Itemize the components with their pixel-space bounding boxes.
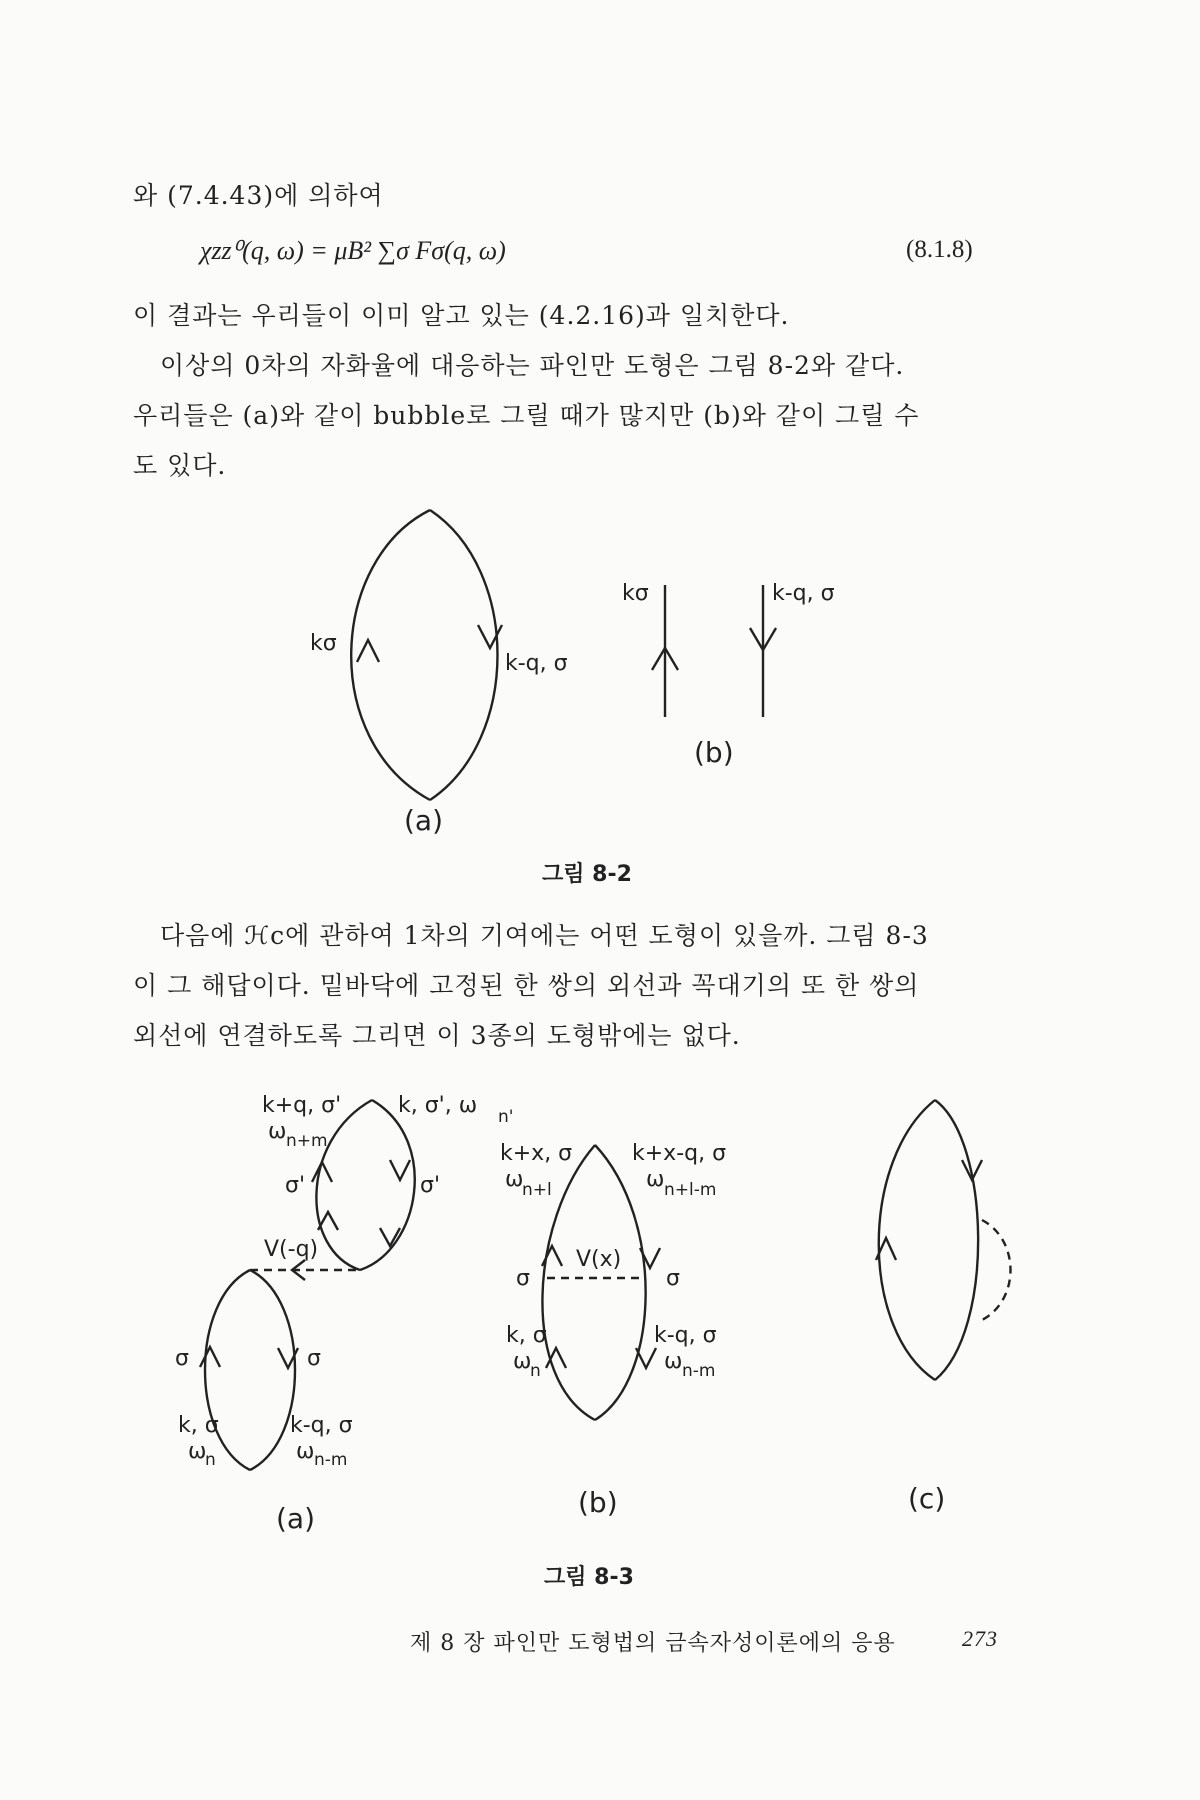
fig83a-sigma-prime-left: σ' [285, 1173, 305, 1198]
fig82a-sublabel: (a) [404, 804, 444, 837]
fig83b-bottom-right-label: k-q, σ [654, 1323, 717, 1348]
fig83a-arrow-ur [390, 1160, 410, 1180]
fig83a-sublabel: (a) [276, 1502, 316, 1535]
paragraph-2-line-1: 이상의 0차의 자화율에 대응하는 파인만 도형은 그림 8-2와 같다. [160, 351, 905, 380]
page-number: 273 [962, 1626, 998, 1651]
fig83a-sigma-left: σ [175, 1346, 189, 1371]
fig83c-self-energy [982, 1220, 1011, 1320]
text-line-1: 와 (7.4.43)에 의하여 [133, 181, 384, 210]
fig83a-bottom-left-label: k, σ [178, 1413, 219, 1438]
fig83b-top-right-omega: ω [646, 1167, 665, 1192]
fig83b-top-right-index: n+l-m [664, 1180, 717, 1200]
fig83b-bottom-right-omega: ω [664, 1349, 683, 1374]
fig82a-right-label: k-q, σ [505, 651, 568, 676]
fig83a-bottom-right-label: k-q, σ [290, 1413, 353, 1438]
fig83a-lower-left-line [205, 1270, 250, 1470]
figure-8-3 [0, 1080, 1200, 1560]
fig83a-arrow-ur2 [380, 1228, 400, 1246]
fig82a-right-propagator [430, 510, 498, 800]
fig83a-bottom-right-index: n-m [314, 1450, 348, 1470]
fig83a-top-right-index: n' [498, 1107, 514, 1127]
fig83b-right-line [595, 1145, 646, 1420]
fig82b-right-label: k-q, σ [772, 581, 835, 606]
fig83a-upper-right-line [360, 1100, 415, 1270]
fig83b-top-left-omega: ω [505, 1167, 524, 1192]
fig83b-sublabel: (b) [578, 1486, 618, 1519]
paragraph-3-line-1: 다음에 ℋc에 관하여 1차의 기여에는 어떤 도형이 있을까. 그림 8-3 [160, 921, 929, 950]
fig82a-up-arrow [357, 640, 379, 662]
fig83a-top-left-label: k+q, σ' [262, 1093, 342, 1118]
fig83a-top-left-index: n+m [286, 1131, 328, 1151]
fig83b-top-left-label: k+x, σ [500, 1141, 573, 1166]
fig82b-left-label: kσ [622, 581, 649, 606]
fig83a-upper-left-line [316, 1100, 372, 1270]
paragraph-1: 이 결과는 우리들이 이미 알고 있는 (4.2.16)과 일치한다. [133, 301, 790, 330]
equation-8-1-8: χzz⁰(q, ω) = μB² ∑σ Fσ(q, ω) [200, 236, 506, 265]
fig83a-bottom-left-index: n [205, 1450, 216, 1470]
fig83a-interaction-label: V(-q) [264, 1237, 319, 1262]
fig83a-bottom-right-omega: ω [296, 1439, 315, 1464]
fig83b-top-right-label: k+x-q, σ [632, 1141, 727, 1166]
figure-8-2-caption: 그림 8-2 [542, 862, 632, 887]
figure-8-3-caption: 그림 8-3 [544, 1565, 634, 1590]
fig83b-sigma-left: σ [516, 1266, 530, 1291]
fig82a-left-propagator [351, 510, 430, 800]
fig83c-right-line [935, 1100, 978, 1380]
fig83b-sigma-right: σ [666, 1266, 680, 1291]
fig82b-sublabel: (b) [694, 736, 734, 769]
figure-8-2 [0, 500, 1200, 900]
fig83b-bottom-left-index: n [530, 1361, 541, 1381]
fig83a-sigma-right: σ [307, 1346, 321, 1371]
fig83b-bottom-right-index: n-m [682, 1361, 716, 1381]
fig83a-top-right-label: k, σ', ω [398, 1093, 478, 1118]
fig83c-sublabel: (c) [908, 1482, 946, 1515]
fig83b-bottom-left-omega: ω [513, 1349, 532, 1374]
fig83b-top-left-index: n+l [522, 1180, 552, 1200]
fig82a-left-label: kσ [310, 631, 337, 656]
paragraph-2-line-2: 우리들은 (a)와 같이 bubble로 그릴 때가 많지만 (b)와 같이 그릴 수 [133, 401, 920, 430]
fig83b-bottom-left-label: k, σ [506, 1323, 547, 1348]
fig83a-bottom-left-omega: ω [188, 1439, 207, 1464]
paragraph-3-line-3: 외선에 연결하도록 그리면 이 3종의 도형밖에는 없다. [133, 1021, 741, 1050]
fig83a-arrow-ll [200, 1347, 220, 1367]
paragraph-2-line-3: 도 있다. [133, 451, 227, 480]
fig83a-top-left-omega: ω [268, 1119, 287, 1144]
fig83b-interaction-label: V(x) [576, 1247, 622, 1272]
fig83a-sigma-prime-right: σ' [420, 1173, 440, 1198]
paragraph-3-line-2: 이 그 해답이다. 밑바닥에 고정된 한 쌍의 외선과 꼭대기의 또 한 쌍의 [133, 971, 920, 1000]
equation-number: (8.1.8) [906, 236, 973, 263]
running-footer: 제 8 장 파인만 도형법의 금속자성이론에의 응용 [410, 1631, 896, 1656]
